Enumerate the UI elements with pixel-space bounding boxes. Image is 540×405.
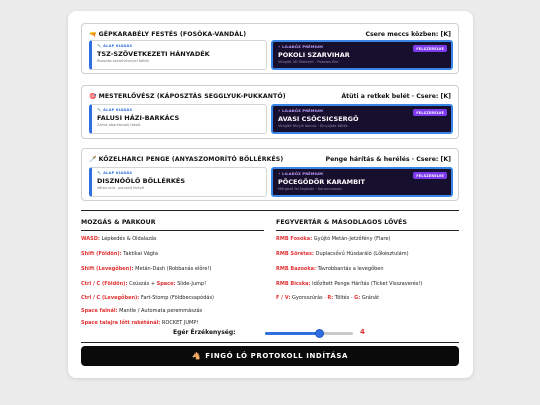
weapon-title: 🗡️ KÖZELHARCI PENGE (ANYASZOMORÍTÓ BÖLLÉRKÉS) bbox=[89, 155, 284, 163]
option-name: DISZNÓÖLŐ BÖLLÉRKÉS bbox=[97, 177, 185, 185]
weaponry-underline bbox=[276, 230, 459, 231]
control-line: RMB Fosóka: Gyújtó Metán-Jetzőfény (Flare) bbox=[276, 236, 391, 242]
equipped-badge: FELSZERELVE bbox=[413, 172, 447, 179]
sensitivity-row bbox=[68, 327, 473, 339]
option-name: TSZ-SZÖVETKEZETI HÁNYADÉK bbox=[97, 50, 210, 58]
dagger-icon: 🗡️ bbox=[89, 155, 97, 163]
option-name: PÖCEGÖDÖR KARAMBIT bbox=[278, 178, 365, 186]
weapon-header bbox=[89, 91, 451, 101]
option-desc: Véres szúr, porcsolt fartyé bbox=[97, 186, 144, 190]
control-line: Space falnál: Mantle / Automata peremmászás bbox=[81, 308, 203, 314]
sensitivity-slider[interactable] bbox=[265, 332, 353, 335]
swap-hint: Csere meccs közben: [K] bbox=[365, 30, 451, 38]
target-icon: 🎯 bbox=[89, 92, 97, 100]
launch-button[interactable] bbox=[81, 346, 459, 366]
swap-hint: Penge hárítás & herélés · Csere: [K] bbox=[325, 155, 451, 163]
skin-option-premium[interactable] bbox=[271, 167, 453, 197]
movement-title: MOZGÁS & PARKOUR bbox=[81, 219, 156, 226]
control-line: Space talajra lőtt rakétánál: ROCKET JUMP! bbox=[81, 320, 199, 326]
control-line: F / V: Gyorsszúrás · R: Töltés · G: Gránát bbox=[276, 295, 380, 301]
option-name: AVASI CSŐCSICSERGŐ bbox=[278, 115, 359, 123]
launch-label: FINGÓ LÓ PROTOKOLL INDÍTÁSA bbox=[205, 352, 349, 360]
option-desc: Vilagító 3D Meteorit - Pokolos Éke bbox=[278, 60, 339, 64]
option-tag: ⚡ LILADŐZ PRÉMIUM bbox=[278, 45, 324, 49]
section-divider bbox=[81, 342, 459, 343]
control-line: RMB Bazooka: Távrobbantás a levegőben bbox=[276, 266, 384, 272]
skin-option-premium[interactable] bbox=[271, 40, 453, 70]
control-line: Shift (Földön): Taktikai Vágta bbox=[81, 251, 158, 257]
option-desc: Vilagító fénylő láncok · Elnyújtás töltés bbox=[278, 124, 348, 128]
option-tag: ⚡ LILADŐZ PRÉMIUM bbox=[278, 109, 324, 113]
control-line: Shift (Levegőben): Metán-Dash (Robbanás előre!) bbox=[81, 266, 212, 272]
control-line: Ctrl / C (Levegőben): Fart-Stomp (Földbecsapódás) bbox=[81, 295, 214, 301]
weapon-section-rifle bbox=[81, 23, 459, 74]
section-divider bbox=[81, 210, 459, 211]
skin-option-base[interactable] bbox=[89, 40, 267, 70]
movement-underline bbox=[81, 230, 264, 231]
rifle-icon: 🔫 bbox=[89, 30, 97, 38]
option-desc: Zárva abarkácsolj tákolt bbox=[97, 123, 141, 127]
slider-thumb[interactable] bbox=[315, 329, 324, 338]
control-line: WASD: Lépkedés & Oldalazás bbox=[81, 236, 157, 242]
skin-option-base[interactable] bbox=[89, 167, 267, 197]
sensitivity-label: Egér Érzékenység: bbox=[173, 329, 236, 336]
option-desc: Rozsdás szerelvénnyel bélelt bbox=[97, 59, 149, 63]
weapon-section-sniper bbox=[81, 85, 459, 139]
skin-option-premium[interactable] bbox=[271, 104, 453, 134]
launcher-card bbox=[68, 11, 473, 378]
weapon-title: 🔫 GÉPKARABÉLY FESTÉS (FOSÓKA-VANDÁL) bbox=[89, 30, 247, 38]
option-tag: 🔧 ALAP KIADÁS bbox=[97, 108, 133, 112]
control-line: RMB Sörétes: Duplacsővű Húsdaráló (Lőkésztulám) bbox=[276, 251, 409, 257]
weapon-title: 🎯 MESTERLÖVÉSZ (KÁPOSZTÁS SEGGLYUK-PUKKANTÓ) bbox=[89, 92, 286, 100]
weaponry-title: FEGYVERTÁR & MÁSODLAGOS LÖVÉS bbox=[276, 219, 408, 226]
swap-hint: Átüti a retkek belét · Csere: [K] bbox=[341, 92, 451, 100]
horse-icon: 🐴 bbox=[191, 352, 202, 360]
weapon-header bbox=[89, 29, 451, 39]
control-line: Ctrl / C (Földön): Csúszás + Space: Slide-Jump! bbox=[81, 281, 207, 287]
control-line: RMB Bicska: Időzített Penge Hárítás (Ticket Visszaverés!) bbox=[276, 281, 423, 287]
option-tag: 🔧 ALAP KIADÁS bbox=[97, 171, 133, 175]
weapon-section-knife bbox=[81, 148, 459, 201]
option-name: FALUSI HÁZI-BARKÁCS bbox=[97, 114, 180, 122]
equipped-badge: FELSZERELVE bbox=[413, 109, 447, 116]
option-name: POKOLI SZARVIHAR bbox=[278, 51, 350, 59]
skin-option-base[interactable] bbox=[89, 104, 267, 134]
weapon-header bbox=[89, 154, 451, 164]
slider-fill bbox=[265, 332, 320, 335]
option-tag: ⚡ LILADŐZ PRÉMIUM bbox=[278, 172, 324, 176]
option-tag: 🔧 ALAP KIADÁS bbox=[97, 44, 133, 48]
option-desc: Mérgező fel fogásán · Karamcsapás bbox=[278, 187, 342, 191]
equipped-badge: FELSZERELVE bbox=[413, 45, 447, 52]
sensitivity-value: 4 bbox=[360, 328, 365, 336]
